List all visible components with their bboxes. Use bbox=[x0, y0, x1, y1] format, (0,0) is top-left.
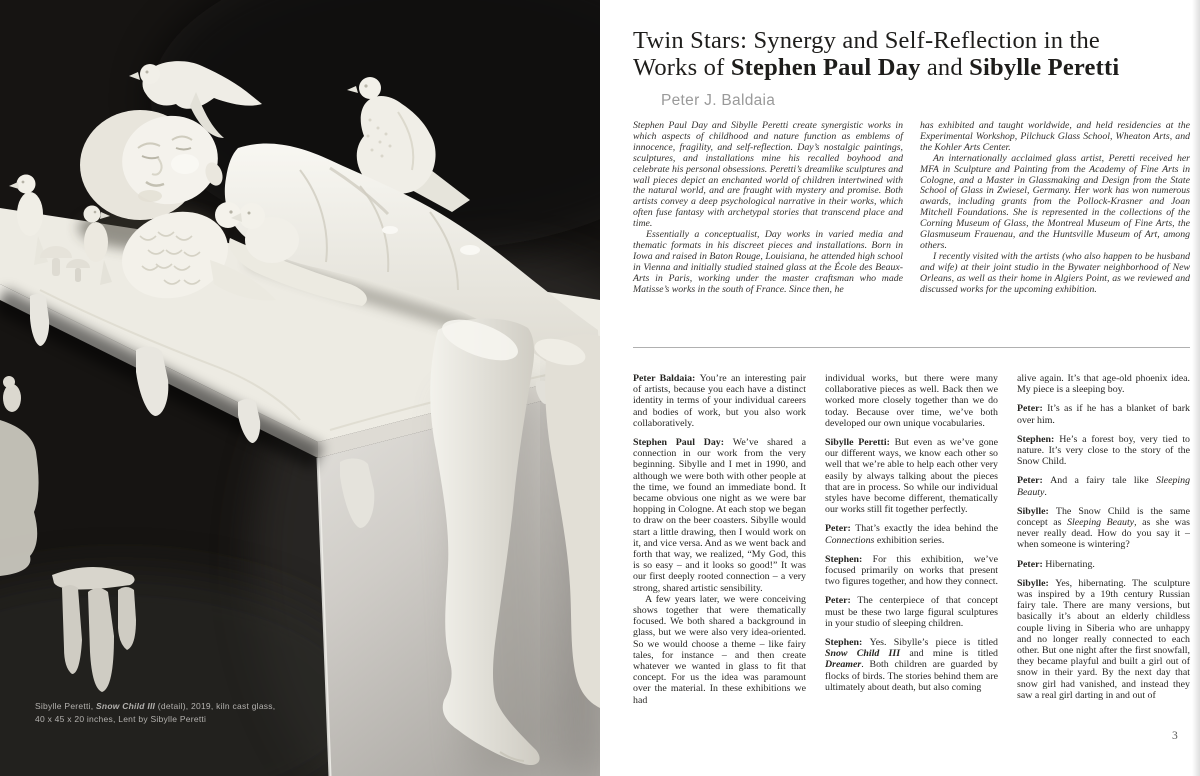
interview-paragraph bbox=[1017, 559, 1190, 570]
interview-paragraph bbox=[825, 554, 998, 588]
interview-column-1 bbox=[633, 373, 806, 706]
text-segment: individual works, but there were many collaborative pieces as well. Back then we worked more closely together than we do today. Because over time, we’ve both developed our own unique vocabularies. bbox=[825, 373, 998, 429]
text-segment: An internationally acclaimed glass artist, Peretti received her MFA in Sculpture and Painting from the Academy of Fine Arts in Cologne, and a Master in Glassmaking and Design from the State School of Glass in Zwiesel, Germany. Her work has won numerous awards, including grants from the Pollock-Krasner and Joan Mitchell Foundations. She is represented in the collections of the Corning Museum of Glass, the Montreal Museum of Fine Arts, the Glasmuseum Frauenau, and the Huntsville Museum of Art, among others. bbox=[920, 152, 1190, 251]
text-segment: has exhibited and taught worldwide, and held residencies at the Experimental Workshop, Pilchuck Glass School, Wheaton Arts, and the Kohler Arts Center. bbox=[920, 120, 1190, 153]
text-segment: We’ve shared a connection in our work from the very beginning. Sibylle and I met in 1990, and although we were both with other people at the time, we found an immediate bond. It became obvious one night as we were bar hopping in Cologne. At each stop we began to draw on the beer coasters. Sibylle would start a little drawing, then I would work on it, and vice versa. And as we went back and forth that way, we realized, “My God, this is so easy – and it looks so good!” It was our first deeply rooted connection – a very strong, shared artistic sensibility. bbox=[633, 437, 806, 594]
interview-paragraph bbox=[825, 595, 998, 629]
interview-paragraph bbox=[633, 594, 806, 706]
text-segment: Stephen Paul Day: bbox=[633, 437, 733, 449]
intro-paragraph bbox=[920, 252, 1190, 296]
text-segment: Hibernating. bbox=[1045, 558, 1095, 570]
text-segment: (detail), 2019, kiln cast glass, bbox=[155, 701, 276, 711]
text-segment: But even as we’ve gone our different ways, we know each other so well that we’re able to help each other very easily by always talking about the pieces that are in process. So while our individual styles have become different, thematically our works still fit together perfectly. bbox=[825, 437, 998, 516]
text-segment: Peter: bbox=[1017, 475, 1051, 487]
text-segment: Stephen Paul Day bbox=[730, 53, 921, 81]
intro-paragraph bbox=[633, 121, 903, 230]
text-segment: Snow Child III bbox=[95, 701, 156, 711]
text-segment: Peter: bbox=[825, 595, 858, 607]
text-segment: That’s exactly the idea behind the bbox=[855, 523, 998, 535]
text-segment: For this exhibition, we’ve focused primarily on works that present two figures together, and how they connect. bbox=[825, 553, 998, 588]
interview-paragraph bbox=[825, 523, 998, 545]
page-number: 3 bbox=[1172, 730, 1178, 742]
text-segment: Twin Stars: Synergy and Self-Reflection in the bbox=[633, 27, 1101, 54]
interview-paragraph bbox=[1017, 475, 1190, 497]
intro-column-1 bbox=[633, 121, 903, 296]
text-segment: and bbox=[920, 53, 970, 81]
text-segment: Peter: bbox=[1017, 403, 1048, 415]
interview-paragraph bbox=[825, 437, 998, 515]
interview-paragraph bbox=[1017, 403, 1190, 425]
interview-paragraph bbox=[1017, 506, 1190, 551]
interview-paragraph bbox=[825, 373, 998, 429]
text-segment: Peter: bbox=[1017, 558, 1046, 570]
caption-line bbox=[35, 713, 275, 726]
interview-paragraph bbox=[1017, 373, 1190, 395]
text-segment: Stephen Paul Day and Sibylle Peretti create synergistic works in which aspects of childhood and nature function as emblems of innocence, fragility, and self-reflection. Day’s nostalgic paintings, sculptures, and installations mine his recalled boyhood and celebrate his personal obsessions. Peretti’s dreamlike sculptures and wall pieces depict an enchanted world of children intertwined with the natural world, and are fraught with mystery and promise. Both artists convey a deep psychological narrative in their works, which often fuse fantasy with archetypal stories that transcend place and time. bbox=[633, 120, 903, 230]
text-segment: Peter Baldaia: bbox=[633, 373, 700, 384]
interview-paragraph bbox=[633, 373, 806, 429]
text-segment: A few years later, we were conceiving shows together that were thematically focused. We both shared a background in glass, but we were also very idea-oriented. So we would choose a theme – like fairy tales, for instance – and then create whatever we wanted in glass to fit that concept. For us the idea was paramount over the material. In these exhibitions we had bbox=[633, 593, 806, 706]
text-segment: You’re an interesting pair of artists, because you each have a distinct identity in terms of your individual careers and bodies of work, but you also work collaboratively. bbox=[633, 373, 806, 429]
text-segment: Sibylle: bbox=[1017, 505, 1056, 517]
text-segment: and mine is titled bbox=[900, 648, 998, 660]
text-segment: Stephen: bbox=[1017, 433, 1060, 445]
text-segment: Sibylle Peretti bbox=[969, 53, 1120, 81]
text-segment: I recently visited with the artists (who also happen to be husband and wife) at their joint studio in the Bywater neighborhood of New Orleans, as well as their home in Algiers Point, as we reviewed and discussed works for the upcoming exhibition. bbox=[920, 250, 1190, 295]
interview-paragraph bbox=[1017, 578, 1190, 701]
text-segment: Snow Child III bbox=[825, 648, 901, 660]
article-title bbox=[633, 28, 1195, 81]
article-page bbox=[600, 0, 1200, 776]
text-segment: Sibylle Peretti: bbox=[825, 437, 895, 449]
text-segment: . Both children are guarded by flocks of birds. The stories behind them are ultimately about death, but also coming bbox=[825, 659, 998, 693]
text-segment: . bbox=[1044, 486, 1047, 498]
intro-column-2 bbox=[920, 121, 1190, 296]
text-segment: Sibylle: bbox=[1017, 577, 1056, 589]
text-segment: , as she was never really dead. How do you say it – when someone is wintering? bbox=[1017, 517, 1191, 551]
text-segment: He’s a forest boy, very tied to nature. It’s very close to the story of the Snow Child. bbox=[1017, 433, 1190, 468]
interview-column-2 bbox=[825, 373, 998, 706]
intro-paragraph bbox=[920, 121, 1190, 154]
interview-paragraph bbox=[1017, 434, 1190, 468]
text-segment: Essentially a conceptualist, Day works in varied media and thematic formats in his discreet pieces and installations. Born in Iowa and raised in Baton Rouge, Louisiana, he attended high school in Vienna and initially studied stained glass at the École des Beaux-Arts in Paris, working under the master craftsman who made Matisse’s works in the south of France. Since then, he bbox=[633, 229, 903, 295]
text-segment: It’s as if he has a blanket of bark over him. bbox=[1017, 403, 1190, 426]
interview-section bbox=[633, 373, 1190, 706]
title-line bbox=[633, 55, 1195, 82]
section-divider bbox=[633, 347, 1190, 348]
article-intro bbox=[633, 121, 1190, 296]
text-segment: Works of bbox=[633, 53, 731, 81]
text-segment: Sleeping Beauty bbox=[1067, 517, 1135, 529]
interview-paragraph bbox=[633, 437, 806, 594]
text-segment: Stephen: bbox=[825, 637, 870, 649]
intro-paragraph bbox=[920, 154, 1190, 252]
text-segment: Stephen: bbox=[825, 553, 873, 565]
text-segment: alive again. It’s that age-old phoenix idea. My piece is a sleeping boy. bbox=[1017, 373, 1190, 396]
interview-column-3 bbox=[1017, 373, 1190, 706]
text-segment: And a fairy tale like bbox=[1050, 475, 1156, 487]
text-segment: Sleeping Beauty bbox=[1017, 475, 1191, 498]
text-segment: The centerpiece of that concept must be these two large figural sculptures in your studio of sleeping children. bbox=[825, 595, 998, 629]
text-segment: Dreamer bbox=[825, 659, 862, 671]
artwork-caption bbox=[35, 700, 275, 726]
text-segment: Peter: bbox=[825, 523, 856, 535]
text-segment: Yes. Sibylle’s piece is titled bbox=[869, 637, 998, 649]
text-segment: The Snow Child is the same concept as bbox=[1017, 505, 1190, 529]
article-byline: Peter J. Baldaia bbox=[661, 92, 776, 109]
intro-paragraph bbox=[633, 230, 903, 295]
interview-paragraph bbox=[825, 637, 998, 693]
title-line bbox=[633, 28, 1195, 55]
text-segment: exhibition series. bbox=[874, 534, 945, 546]
text-segment: Yes, hibernating. The sculpture was inspired by a 19th century Russian fairy tale. There are many versions, but basically it’s about an elderly childless couple living in Siberia who are unhappy and no longer really connected to each other. But one night after the first snowfall, they became playful and built a girl out of snow in their yard. By the next day that snow girl had vanished, and instead they saw a real girl darting in and out of bbox=[1017, 577, 1190, 701]
text-segment: 40 x 45 x 20 inches, Lent by Sibylle Peretti bbox=[35, 714, 207, 724]
text-segment: Connections bbox=[825, 534, 875, 546]
caption-line bbox=[35, 700, 275, 713]
text-segment: Sibylle Peretti, bbox=[35, 701, 96, 711]
page-edge bbox=[1192, 0, 1200, 776]
